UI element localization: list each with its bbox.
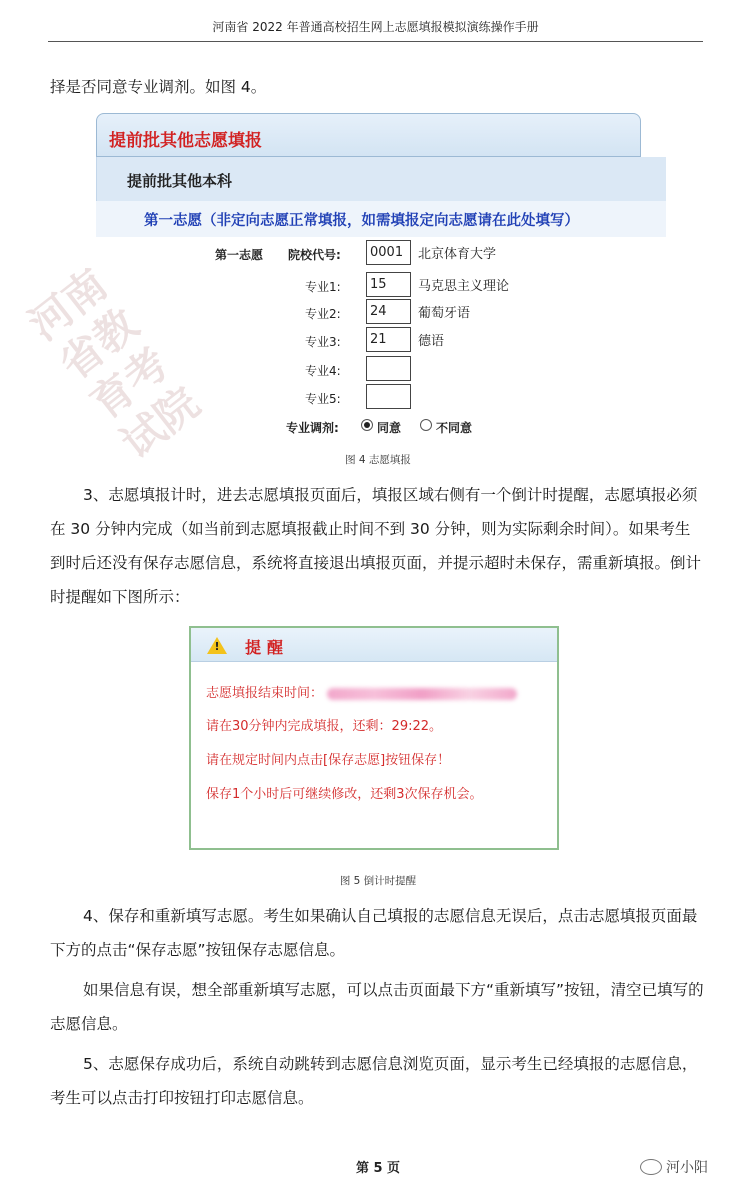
major-2-name: 葡萄牙语 — [418, 306, 471, 321]
form-tab-title: 提前批其他志愿填报 — [109, 131, 262, 151]
watermark: 河南省教育考试院 — [19, 259, 209, 469]
major-4-input[interactable] — [366, 356, 411, 381]
first-choice-label: 第一志愿 — [215, 248, 264, 262]
agree-radio[interactable] — [361, 419, 373, 431]
countdown-reminder-figure — [189, 626, 559, 850]
agree-label: 同意 — [377, 421, 402, 435]
paragraph-4a: 4、保存和重新填写志愿。考生如果确认自己填报的志愿信息无误后，点击志愿填报页面最下方的点击“保存志愿”按钮保存志愿信息。 — [50, 907, 698, 959]
brand-mark — [640, 1157, 708, 1177]
disagree-radio[interactable] — [420, 419, 432, 431]
paragraph-4b: 如果信息有误，想全部重新填写志愿，可以点击页面最下方“重新填写”按钮，清空已填写的志愿信息。 — [50, 981, 704, 1033]
volunteer-form-figure — [96, 113, 666, 443]
form-tab — [96, 113, 641, 157]
paragraph-3: 3、志愿填报计时，进去志愿填报页面后，填报区域右侧有一个倒计时提醒，志愿填报必须在 30 分钟内完成（如当前到志愿填报截止时间不到 30 分钟，则为实际剩余时间）。如果考生到时后还没有保存志愿信息，系统将直接退出填报页面，并提示超时未保存，需重新填报。倒计时提醒如下图所示： — [50, 486, 702, 606]
reminder-save-limit: 保存1个小时后可继续修改，还剩3次保存机会。 — [206, 787, 483, 802]
major-2-label: 专业2: — [305, 307, 341, 321]
form-section-title: 提前批其他本科 — [127, 172, 233, 190]
major-1-name: 马克思主义理论 — [418, 279, 510, 294]
major-3-name: 德语 — [418, 334, 445, 349]
form-section-header — [96, 157, 666, 201]
figure5-caption: 图 5 倒计时提醒 — [339, 875, 417, 887]
intro-paragraph: 择是否同意专业调剂。如图 4。 — [50, 78, 267, 96]
paragraph-5: 5、志愿保存成功后，系统自动跳转到志愿信息浏览页面，显示考生已经填报的志愿信息，考生可以点击打印按钮打印志愿信息。 — [50, 1055, 698, 1107]
reminder-countdown: 请在30分钟内完成填报，还剩：29:22。 — [206, 719, 443, 734]
major-3-label: 专业3: — [305, 335, 341, 349]
major-1-label: 专业1: — [305, 280, 341, 294]
figure4-caption: 图 4 志愿填报 — [345, 454, 411, 466]
end-time-label: 志愿填报结束时间： — [206, 686, 324, 701]
redacted-time — [327, 688, 517, 700]
page-number: 第 5 页 — [355, 1161, 401, 1176]
major-3-input[interactable]: 21 — [366, 327, 411, 352]
disagree-label: 不同意 — [436, 421, 473, 435]
page-header: 河南省 2022 年普通高校招生网上志愿填报模拟演练操作手册 — [48, 18, 703, 42]
warning-mark-icon: ! — [214, 640, 220, 653]
adjust-label: 专业调剂: — [286, 421, 339, 435]
major-4-label: 专业4: — [305, 364, 341, 378]
school-code-label: 院校代号: — [288, 248, 341, 262]
reminder-save-hint: 请在规定时间内点击[保存志愿]按钮保存！ — [206, 753, 451, 768]
choice-heading-band — [96, 201, 666, 237]
reminder-title: 提醒 — [245, 638, 290, 657]
reminder-end-time — [206, 682, 517, 701]
brand-name: 河小阳 — [666, 1160, 708, 1176]
major-5-label: 专业5: — [305, 392, 341, 406]
wechat-icon — [640, 1159, 662, 1175]
school-code-input[interactable]: 0001 — [366, 240, 411, 265]
major-2-input[interactable]: 24 — [366, 299, 411, 324]
choice-heading: 第一志愿（非定向志愿正常填报，如需填报定向志愿请在此处填写） — [144, 212, 579, 229]
major-5-input[interactable] — [366, 384, 411, 409]
reminder-header — [191, 628, 557, 662]
major-1-input[interactable]: 15 — [366, 272, 411, 297]
school-name: 北京体育大学 — [418, 247, 497, 262]
